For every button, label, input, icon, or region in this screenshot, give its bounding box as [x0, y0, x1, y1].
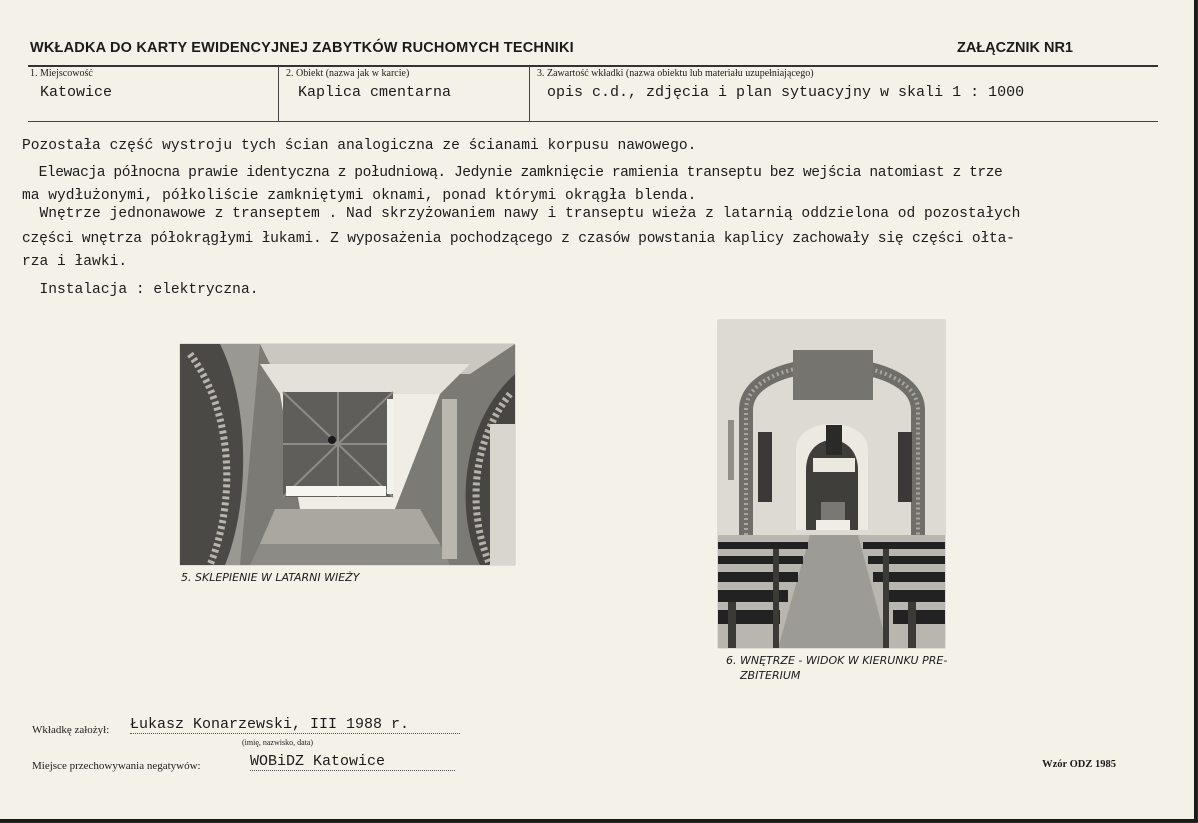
body-line: części wnętrza półokrągłymi łukami. Z wyposażenia pochodzącego z czasów powstania kaplicy zachowały się części ołta- [22, 231, 1015, 247]
photo-caption-line: 6. WNĘTRZE - WIDOK W KIERUNKU PRE- [726, 654, 948, 667]
body-line: rza i ławki. [22, 254, 128, 270]
author-value: Łukasz Konarzewski, III 1988 r. [130, 716, 460, 734]
field-label-locality: 1. Miejscowość [30, 68, 93, 79]
field-divider [529, 66, 530, 121]
annex-number: ZAŁĄCZNIK NR1 [957, 40, 1073, 56]
photo-interior [718, 320, 945, 648]
field-divider [278, 66, 279, 121]
field-value-contents: opis c.d., zdjęcia i plan sytuacyjny w skali 1 : 1000 [547, 84, 1025, 101]
pattern-number: Wzór ODZ 1985 [1042, 759, 1116, 770]
field-value-locality: Katowice [40, 84, 113, 101]
author-label: Wkładkę założył: [32, 724, 110, 736]
body-line: Instalacja : elektryczna. [22, 282, 259, 298]
fields-rule [28, 121, 1158, 122]
photo-interior-image [718, 320, 945, 648]
photo-lantern-vault [180, 344, 515, 565]
body-line: Pozostała część wystroju tych ścian analogiczna ze ścianami korpusu nawowego. [22, 138, 697, 154]
photo-lantern-vault-image [180, 344, 515, 565]
body-line: Elewacja północna prawie identyczna z południową. Jedynie zamknięcie ramienia transeptu bez wejścia natomiast z trze [22, 165, 1003, 181]
storage-label: Miejsce przechowywania negatywów: [32, 760, 201, 772]
field-label-contents: 3. Zawartość wkładki (nazwa obiektu lub materiału uzupełniającego) [537, 68, 814, 79]
document-title: WKŁADKA DO KARTY EWIDENCYJNEJ ZABYTKÓW RUCHOMYCH TECHNIKI [30, 40, 574, 56]
photo-caption: 5. SKLEPIENIE W LATARNI WIEŻY [181, 571, 360, 584]
header-rule [28, 65, 1158, 67]
photo-caption-line: ZBITERIUM [740, 669, 801, 682]
field-value-object: Kaplica cmentarna [298, 84, 452, 101]
photo-caption [726, 653, 947, 683]
storage-value: WOBiDZ Katowice [250, 753, 455, 771]
field-label-object: 2. Obiekt (nazwa jak w karcie) [286, 68, 410, 79]
author-sublabel: (imię, nazwisko, data) [242, 738, 314, 747]
body-line: Wnętrze jednonawowe z transeptem . Nad skrzyżowaniem nawy i transeptu wieża z latarnią oddzielona od pozostałych [22, 206, 1021, 222]
body-line: ma wydłużonymi, półkoliście zamkniętymi oknami, ponad którymi okrągła blenda. [22, 188, 697, 204]
